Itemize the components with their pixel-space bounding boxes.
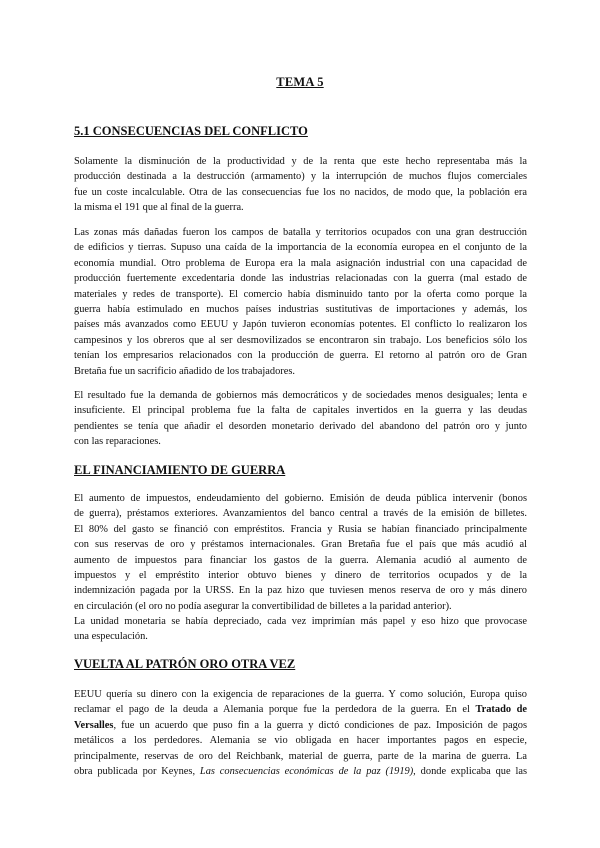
text-line bbox=[74, 718, 527, 733]
text-run: obra publicada por Keynes, bbox=[74, 766, 196, 778]
text-line: El 80% del gasto se financió con empréstitos. Francia y Rusia se habían financiado principalmente bbox=[74, 523, 527, 535]
text-line: en circulación (el oro no podía asegurar la convertibilidad de billetes a la paridad anterior). bbox=[74, 600, 452, 612]
text-line: fue un coste incalculable. Otra de las consecuencias fue los no nacidos, de modo que, la población era bbox=[74, 186, 527, 198]
section-heading-consecuencias: 5.1 CONSECUENCIAS DEL CONFLICTO bbox=[74, 124, 308, 138]
text-run: donde explicaba que las bbox=[420, 766, 527, 778]
text-line: producción destinada a la destrucción (armamento) y la interrupción de muchos flujos comerciales bbox=[74, 171, 527, 183]
text-run: , fue un acuerdo que puso fin a la guerra y dictó condiciones de paz. Imposición de pagos bbox=[113, 719, 527, 731]
text-line: producción fuertemente excedentaria donde las industrias relacionadas con la guerra (mal estado de bbox=[74, 273, 527, 285]
paragraph-financiamiento-2 bbox=[74, 614, 527, 645]
text-line: El resultado fue la demanda de gobiernos más democráticos y de sociedades menos desiguales; lenta e bbox=[74, 390, 527, 401]
paragraph-consecuencias-2 bbox=[74, 225, 527, 379]
text-line bbox=[74, 764, 527, 779]
text-line: EEUU quería su dinero con la exigencia de reparaciones de la guerra. Y como solución, Europa quiso bbox=[74, 689, 527, 700]
text-line: con las reparaciones. bbox=[74, 436, 161, 448]
text-line: indemnización pagada por la URSS. En la paz hizo que tuviesen menos reserva de oro y más dinero bbox=[74, 585, 527, 597]
text-line: Solamente la disminución de la productividad y de la renta que este hecho representaba más la bbox=[74, 156, 527, 167]
text-line: una especulación. bbox=[74, 631, 148, 643]
text-line: economía mundial. Otro problema de Europa era la mala asignación industrial con una capacidad de bbox=[74, 257, 527, 269]
text-line: La unidad monetaria se había depreciado, cada vez imprimían más papel y eso hizo que provocase bbox=[74, 616, 527, 627]
text-line: Bretaña fue un sacrificio añadido de los trabajadores. bbox=[74, 365, 295, 377]
section-heading-patron-oro: VUELTA AL PATRÓN ORO OTRA VEZ bbox=[74, 657, 296, 671]
text-line: impuestos y el empréstito interior obtuvo bienes y dinero de territorios ocupados y de la bbox=[74, 570, 527, 582]
text-line bbox=[74, 702, 527, 717]
paragraph-financiamiento-1 bbox=[74, 491, 527, 614]
paragraph-patron-oro-1 bbox=[74, 687, 527, 779]
text-line: principalmente, reservas de oro del Reichbank, material de guerra, parte de la marina de guerra. La bbox=[74, 750, 527, 762]
text-line: insuficiente. El principal problema fue la falta de capitales invertidos en la guerra y las deudas bbox=[74, 405, 527, 417]
bold-term: Versalles bbox=[74, 719, 114, 731]
section-heading-financiamiento: EL FINANCIAMIENTO DE GUERRA bbox=[74, 463, 286, 477]
paragraph-consecuencias-1 bbox=[74, 154, 527, 216]
text-line: la misma el 191 que al final de la guerra. bbox=[74, 202, 244, 214]
text-line: con sus reservas de oro y préstamos internacionales. Gran Bretaña fue el país que más acudió al bbox=[74, 539, 527, 551]
text-line: materiales y redes de transporte). El comercio había disminuido tanto por la oferta como porque la bbox=[74, 288, 527, 300]
paragraph-consecuencias-3 bbox=[74, 388, 527, 450]
text-line: países más avanzados como EEUU y Japón tuvieron economías potentes. El conflicto lo realizaron los bbox=[74, 319, 527, 331]
text-run: reclamar el pago de la deuda a Alemania porque fue la perdedora de la guerra. En el bbox=[74, 704, 470, 716]
text-line: Las zonas más dañadas fueron los campos de batalla y territorios ocupados con una gran destrucción bbox=[74, 227, 527, 238]
document-title: TEMA 5 bbox=[276, 75, 324, 89]
text-line: pendientes se tenía que añadir el desorden monetario derivado del abandono del patrón oro y junto bbox=[74, 420, 527, 432]
text-line: metálicos a los perdedores. Alemania se vio obligada en hacer importantes pagos en especie, bbox=[74, 735, 527, 747]
text-line: El aumento de impuestos, endeudamiento del gobierno. Emisión de deuda pública intervenir (bonos bbox=[74, 493, 527, 504]
text-line: de edificios y tierras. Supuso una caída de la importancia de la economía europea en el conjunto de la bbox=[74, 242, 527, 254]
text-line: de guerra), préstamos exteriores. Avanzamientos del banco central a través de la emisión de billetes. bbox=[74, 508, 527, 520]
text-line: aumento de impuestos para financiar los gastos de la guerra. Alemania acudió al aumento de bbox=[74, 554, 527, 566]
text-line: guerra había estimulado en muchos países industrias sustitutivas de importaciones y además, los bbox=[74, 304, 527, 316]
text-line: campesinos y los obreros que al ser desmovilizados se encontraron sin trabajo. Los beneficios sólo los bbox=[74, 334, 527, 346]
bold-term: Tratado de bbox=[475, 704, 527, 716]
text-line: tenían los empresarios relacionados con la producción de guerra. El retorno al patrón oro de Gran bbox=[74, 350, 527, 362]
italic-title: Las consecuencias económicas de la paz (1919), bbox=[199, 766, 416, 778]
